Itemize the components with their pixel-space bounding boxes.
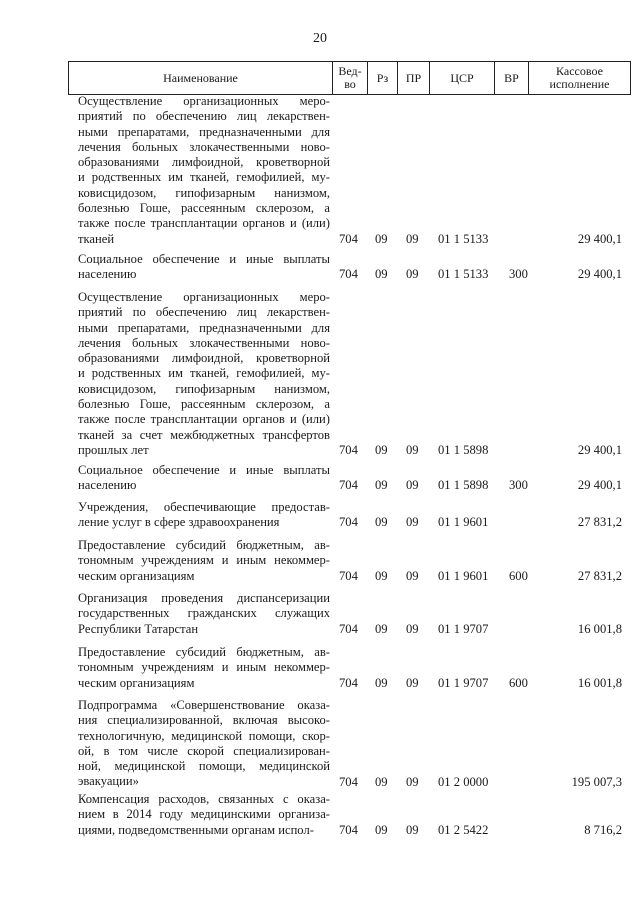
header-sum-line1: Кассовое (556, 64, 603, 78)
row-name-line: болезнью Гоше, рассеянным склерозом, а (78, 201, 330, 216)
row-csr: 01 1 9601 (438, 568, 489, 583)
row-csr: 01 1 9707 (438, 621, 489, 636)
row-name-line: прошлых лет (78, 442, 149, 457)
row-name-line: Социальное обеспечение и иные выплаты (78, 463, 330, 477)
row-csr: 01 1 9601 (438, 515, 489, 530)
row-rz: 09 (375, 231, 388, 246)
row-ved: 704 (339, 621, 358, 636)
row-ved: 704 (339, 443, 358, 457)
header-sum (528, 62, 631, 94)
header-vr: ВР (494, 62, 528, 94)
row-name-line: тономным учреждениям и иным некоммер- (78, 660, 330, 675)
row-name-line: тканей за счет межбюджетных трансфертов (78, 427, 330, 442)
row-sum: 27 831,2 (577, 515, 622, 530)
row-name-line: нием в 2014 году медицинскими организа- (78, 807, 330, 822)
row-sum: 16 001,8 (577, 675, 622, 690)
row-vr: 300 (509, 478, 528, 493)
header-ved-line1: Вед- (338, 64, 362, 78)
row-sum: 29 400,1 (577, 267, 622, 282)
header-sum-line2: исполнение (549, 77, 610, 91)
row-sum: 8 716,2 (584, 822, 622, 837)
header-ved-line2: во (344, 77, 356, 91)
row-name-line: также после трансплантации органов и (или) (78, 412, 330, 427)
row-ved: 704 (339, 822, 358, 837)
row-name-line: ковисцидозом, гипофизарным нанизмом, (78, 185, 330, 200)
header-name: Наименование (68, 62, 332, 94)
row-name-line: болезнью Гоше, рассеянным склерозом, а (78, 397, 330, 412)
row-name (78, 645, 330, 691)
row-name-line: циями, подведомственными органам испол- (78, 822, 314, 837)
row-pr: 09 (406, 774, 419, 789)
row-pr: 09 (406, 267, 419, 282)
row-name (78, 500, 330, 531)
row-pr: 09 (406, 231, 419, 246)
row-name-line: приятий по обеспечению лиц лекарствен- (78, 305, 330, 320)
table-header (68, 61, 631, 95)
row-name-line: ными препаратами, предназначенными для (78, 124, 330, 139)
row-csr: 01 1 5133 (438, 267, 489, 282)
row-ved: 704 (339, 231, 358, 246)
row-sum: 16 001,8 (577, 621, 622, 636)
page-number: 20 (313, 31, 327, 46)
row-vr: 600 (509, 675, 528, 690)
row-pr: 09 (406, 675, 419, 690)
row-csr: 01 1 5898 (438, 478, 489, 493)
row-ved: 704 (339, 774, 358, 789)
row-name (78, 538, 330, 584)
row-csr: 01 2 0000 (438, 774, 489, 789)
header-csr: ЦСР (429, 62, 494, 94)
row-ved: 704 (339, 568, 358, 583)
row-name-line: ление услуг в сфере здравоохранения (78, 515, 280, 530)
row-ved: 704 (339, 675, 358, 690)
row-rz: 09 (375, 675, 388, 690)
row-vr: 300 (509, 267, 528, 282)
row-rz: 09 (375, 568, 388, 583)
row-name-line: населению (78, 478, 137, 493)
row-name (78, 463, 330, 494)
row-rz: 09 (375, 621, 388, 636)
row-pr: 09 (406, 568, 419, 583)
row-name-line: тономным учреждениям и иным некоммер- (78, 553, 330, 568)
row-ved: 704 (339, 478, 358, 493)
row-ved: 704 (339, 267, 358, 282)
row-name-line: тканей (78, 231, 115, 246)
row-rz: 09 (375, 822, 388, 837)
header-ved (332, 62, 367, 94)
row-name-line: образованиями лимфоидной, кроветворной (78, 155, 330, 170)
row-name-line: технологичную, медицинской помощи, скор- (78, 728, 330, 743)
row-name-line: ческим организациям (78, 675, 195, 690)
row-name-line: также после трансплантации органов и (или) (78, 216, 330, 231)
row-name-line: Компенсация расходов, связанных с оказа- (78, 792, 330, 806)
row-name-line: Предоставление субсидий бюджетным, ав- (78, 538, 330, 552)
row-csr: 01 1 5898 (438, 443, 489, 457)
row-name-line: населению (78, 267, 137, 282)
row-name-line: ой, в том числе скорой специализирован- (78, 743, 330, 758)
row-csr: 01 2 5422 (438, 822, 489, 837)
row-pr: 09 (406, 621, 419, 636)
row-name-line: ными препаратами, предназначенными для (78, 320, 330, 335)
row-name-line: Осуществление организационных меро- (78, 290, 330, 304)
row-name-line: Предоставление субсидий бюджетным, ав- (78, 645, 330, 659)
row-csr: 01 1 5133 (438, 231, 489, 246)
row-name-line: Учреждения, обеспечивающие предостав- (78, 500, 330, 514)
row-sum: 29 400,1 (577, 231, 622, 246)
row-name-line: Осуществление организационных меро- (78, 94, 330, 108)
row-pr: 09 (406, 822, 419, 837)
row-name-line: и родственных им тканей, гемофилией, му- (78, 170, 330, 185)
row-name-line: Подпрограмма «Совершенствование оказа- (78, 698, 330, 712)
row-name-line: ческим организациям (78, 568, 195, 583)
row-name-line: эвакуации» (78, 774, 139, 789)
row-rz: 09 (375, 443, 388, 457)
row-vr: 600 (509, 568, 528, 583)
row-name (78, 252, 330, 283)
row-name-line: Социальное обеспечение и иные выплаты (78, 252, 330, 266)
row-pr: 09 (406, 515, 419, 530)
row-name-line: ковисцидозом, гипофизарным нанизмом, (78, 381, 330, 396)
row-name (78, 290, 330, 458)
row-name (78, 792, 330, 838)
row-pr: 09 (406, 478, 419, 493)
row-name (78, 591, 330, 637)
row-pr: 09 (406, 443, 419, 457)
row-name-line: Республики Татарстан (78, 621, 199, 636)
row-name (78, 698, 330, 790)
row-rz: 09 (375, 267, 388, 282)
row-name-line: и родственных им тканей, гемофилией, му- (78, 366, 330, 381)
row-rz: 09 (375, 774, 388, 789)
row-name-line: лечения больных злокачественными ново- (78, 335, 330, 350)
row-sum: 29 400,1 (577, 478, 622, 493)
header-rz: Рз (367, 62, 397, 94)
row-sum: 27 831,2 (577, 568, 622, 583)
row-name-line: ной, медицинской помощи, медицинской (78, 759, 330, 774)
row-name-line: Организация проведения диспансеризации (78, 591, 330, 605)
row-rz: 09 (375, 515, 388, 530)
header-pr: ПР (397, 62, 429, 94)
row-name-line: приятий по обеспечению лиц лекарствен- (78, 109, 330, 124)
row-sum: 29 400,1 (577, 443, 622, 457)
row-name-line: образованиями лимфоидной, кроветворной (78, 351, 330, 366)
row-ved: 704 (339, 515, 358, 530)
row-name-line: ния специализированной, включая высоко- (78, 713, 330, 728)
row-name (78, 94, 330, 247)
row-sum: 195 007,3 (571, 774, 622, 789)
row-name-line: лечения больных злокачественными ново- (78, 139, 330, 154)
row-csr: 01 1 9707 (438, 675, 489, 690)
row-name-line: государственных гражданских служащих (78, 606, 330, 621)
row-rz: 09 (375, 478, 388, 493)
